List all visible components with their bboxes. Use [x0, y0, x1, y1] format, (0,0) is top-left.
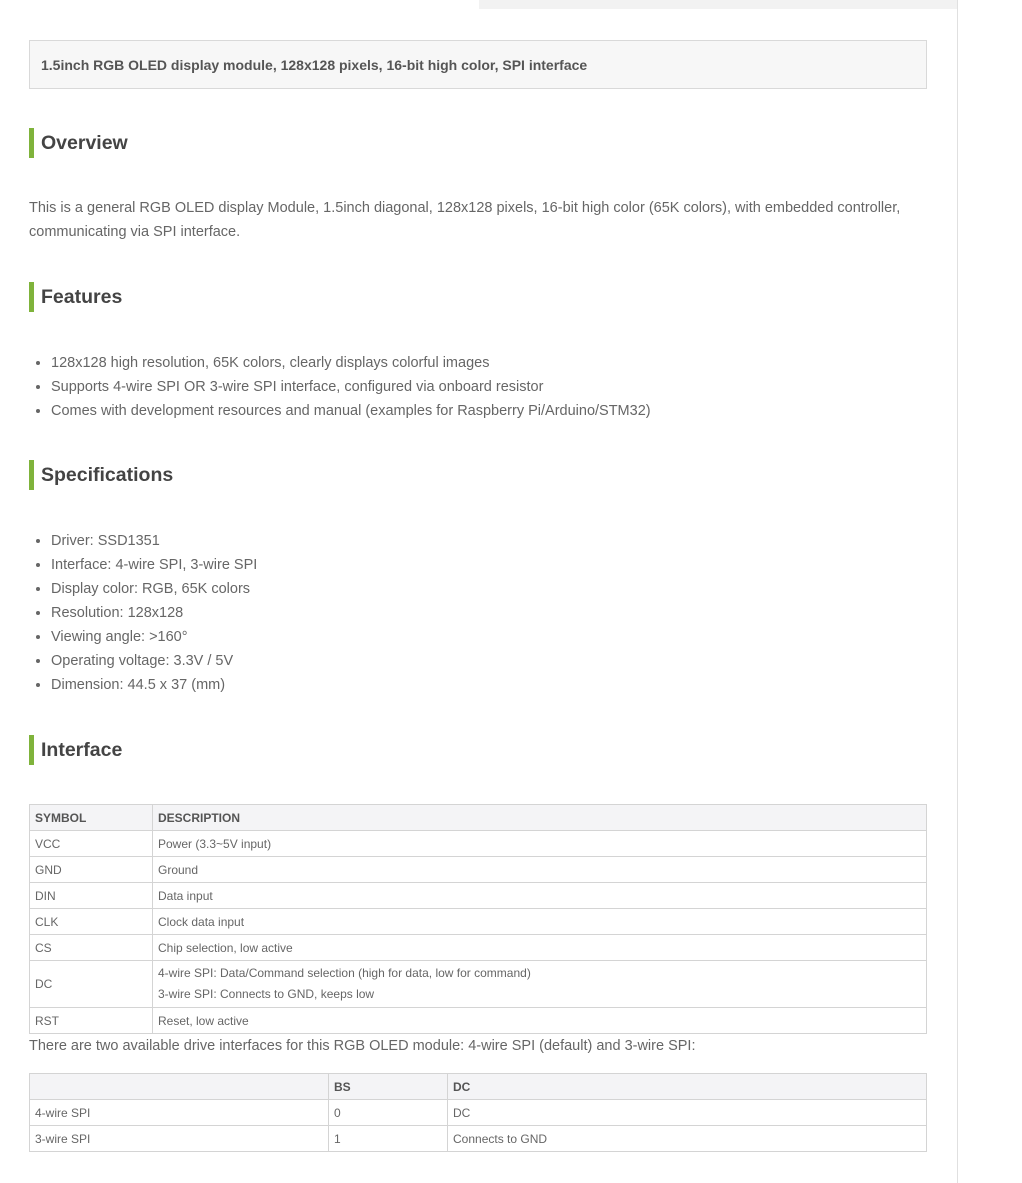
table-header-row	[30, 805, 927, 831]
drive-interface-table	[29, 1073, 927, 1152]
table-cell: VCC	[30, 831, 153, 857]
overview-heading: Overview	[29, 128, 128, 158]
interface-note: There are two available drive interfaces for this RGB OLED module: 4-wire SPI (default) and 3-wire SPI:	[29, 1038, 696, 1054]
table-cell: Reset, low active	[153, 1008, 927, 1034]
column-header: BS	[329, 1074, 448, 1100]
table-cell: Power (3.3~5V input)	[153, 831, 927, 857]
table-cell: 4-wire SPI	[30, 1100, 329, 1126]
article-content	[29, 40, 927, 1146]
list-item: • Viewing angle: >160°	[51, 625, 257, 649]
table-row	[30, 1008, 927, 1034]
table-cell: Clock data input	[153, 909, 927, 935]
list-item: • Resolution: 128x128	[51, 601, 257, 625]
table-cell: 3-wire SPI	[30, 1126, 329, 1152]
table-cell-multiline	[153, 961, 927, 1008]
table-cell: DIN	[30, 883, 153, 909]
overview-text: This is a general RGB OLED display Module, 1.5inch diagonal, 128x128 pixels, 16-bit high color (65K colors), with embedded controller, communicating via SPI interface.	[29, 200, 901, 240]
column-header	[30, 1074, 329, 1100]
list-item: • Dimension: 44.5 x 37 (mm)	[51, 673, 257, 697]
top-strip	[479, 0, 957, 9]
list-item: • Driver: SSD1351	[51, 529, 257, 553]
list-item: • Interface: 4-wire SPI, 3-wire SPI	[51, 553, 257, 577]
interface-pin-table	[29, 804, 927, 1034]
table-cell: Connects to GND	[448, 1126, 927, 1152]
table-cell: Chip selection, low active	[153, 935, 927, 961]
table-cell: DC	[448, 1100, 927, 1126]
cell-line: 4-wire SPI: Data/Command selection (high for data, low for command)	[158, 966, 531, 980]
list-item: • Operating voltage: 3.3V / 5V	[51, 649, 257, 673]
table-row	[30, 909, 927, 935]
column-header: DESCRIPTION	[153, 805, 927, 831]
table-row	[30, 1126, 927, 1152]
summary-box	[29, 40, 927, 89]
table-cell: Ground	[153, 857, 927, 883]
table-cell: GND	[30, 857, 153, 883]
table-cell: RST	[30, 1008, 153, 1034]
features-heading: Features	[29, 282, 122, 312]
specifications-heading: Specifications	[29, 460, 173, 490]
interface-heading: Interface	[29, 735, 122, 765]
list-item: • 128x128 high resolution, 65K colors, clearly displays colorful images	[51, 351, 651, 375]
table-cell: CS	[30, 935, 153, 961]
specifications-list	[29, 529, 257, 697]
table-row	[30, 883, 927, 909]
table-row	[30, 831, 927, 857]
summary-text: 1.5inch RGB OLED display module, 128x128 pixels, 16-bit high color, SPI interface	[41, 57, 588, 73]
table-row	[30, 1100, 927, 1126]
page-divider	[957, 0, 958, 1183]
column-header: DC	[448, 1074, 927, 1100]
list-item: • Supports 4-wire SPI OR 3-wire SPI interface, configured via onboard resistor	[51, 375, 651, 399]
list-item: • Comes with development resources and manual (examples for Raspberry Pi/Arduino/STM32)	[51, 399, 651, 423]
table-header-row	[30, 1074, 927, 1100]
table-cell: CLK	[30, 909, 153, 935]
cell-line: 3-wire SPI: Connects to GND, keeps low	[158, 987, 375, 1001]
table-cell: 0	[329, 1100, 448, 1126]
table-row	[30, 935, 927, 961]
list-item: • Display color: RGB, 65K colors	[51, 577, 257, 601]
features-list	[29, 351, 651, 423]
column-header: SYMBOL	[30, 805, 153, 831]
table-row	[30, 857, 927, 883]
table-cell: DC	[30, 961, 153, 1008]
table-cell: 1	[329, 1126, 448, 1152]
table-row	[30, 961, 927, 1008]
table-cell: Data input	[153, 883, 927, 909]
